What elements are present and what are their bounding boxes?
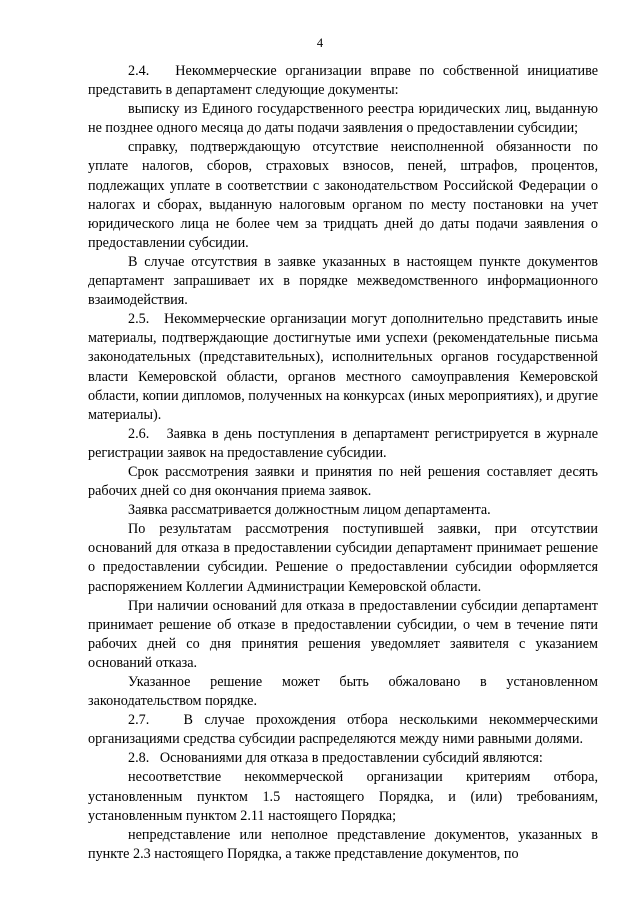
- paragraph-tax-certificate: справку, подтверждающую отсутствие неисполненной обязанности по уплате налогов, сборов, страховых взносов, пеней, штрафов, процентов, подлежащих уплате в соответствии с законодательством Российской Федерации о налогах и сборах, выданную налоговым органом по месту постановки на учет юридического лица не более чем за тридцать дней до даты подачи заявления о предоставлении субсидии.: [88, 139, 598, 251]
- paragraph-interagency-request: В случае отсутствия в заявке указанных в настоящем пункте документов департамент запрашивает их в порядке межведомственного информационного взаимодействия.: [88, 253, 598, 309]
- paragraph-missing-documents: непредставление или неполное представление документов, указанных в пункте 2.3 настоящего Порядка, а также представление документов, по: [88, 826, 598, 862]
- paragraph-reviewer: Заявка рассматривается должностным лицом департамента.: [128, 502, 491, 519]
- paragraph-appeal: Указанное решение может быть обжаловано в установленном законодательством порядке.: [88, 674, 598, 710]
- paragraph-2-4: 2.4. Некоммерческие организации вправе по собственной инициативе представить в департамент следующие документы:: [88, 63, 598, 99]
- document-body: [88, 62, 598, 864]
- paragraph-2-5: 2.5. Некоммерческие организации могут дополнительно представить иные материалы, подтверждающие достигнутые ими успехи (рекомендательные письма законодательных (представительных), исполнительных органов государственной власти Кемеровской области, органов местного самоуправления Кемеровской области, копии дипломов, полученных на конкурсах (иных мероприятиях), и другие материалы).: [88, 311, 598, 423]
- paragraph-2-8: 2.8. Основаниями для отказа в предоставлении субсидий являются:: [128, 750, 543, 767]
- paragraph-review-period: Срок рассмотрения заявки и принятия по ней решения составляет десять рабочих дней со дня окончания приема заявок.: [88, 463, 598, 500]
- paragraph-approval-decision: По результатам рассмотрения поступившей заявки, при отсутствии оснований для отказа в предоставлении субсидии департамент принимает решение о предоставлении субсидии. Решение о предоставлении субсидии оформляется распоряжением Коллегии Администрации Кемеровской области.: [88, 521, 598, 595]
- paragraph-extract-egrul: выписку из Единого государственного реестра юридических лиц, выданную не позднее одного месяца до даты подачи заявления о предоставлении субсидии;: [88, 101, 598, 137]
- paragraph-2-6: 2.6. Заявка в день поступления в департамент регистрируется в журнале регистрации заявок на предоставление субсидии.: [88, 425, 598, 461]
- paragraph-2-7: 2.7. В случае прохождения отбора несколькими некоммерческими организациями средства субсидии распределяются между ними равными долями.: [88, 712, 598, 748]
- paragraph-criteria-mismatch: несоответствие некоммерческой организации критериям отбора, установленным пунктом 1.5 настоящего Порядка, и (или) требованиям, установленным пунктом 2.11 настоящего Порядка;: [88, 769, 598, 824]
- page-number: 4: [316, 36, 324, 50]
- paragraph-refusal-decision: При наличии оснований для отказа в предоставлении субсидии департамент принимает решение об отказе в предоставлении субсидии, о чем в течение пяти рабочих дней со дня принятия решения уведомляет заявителя с указанием оснований отказа.: [88, 597, 598, 671]
